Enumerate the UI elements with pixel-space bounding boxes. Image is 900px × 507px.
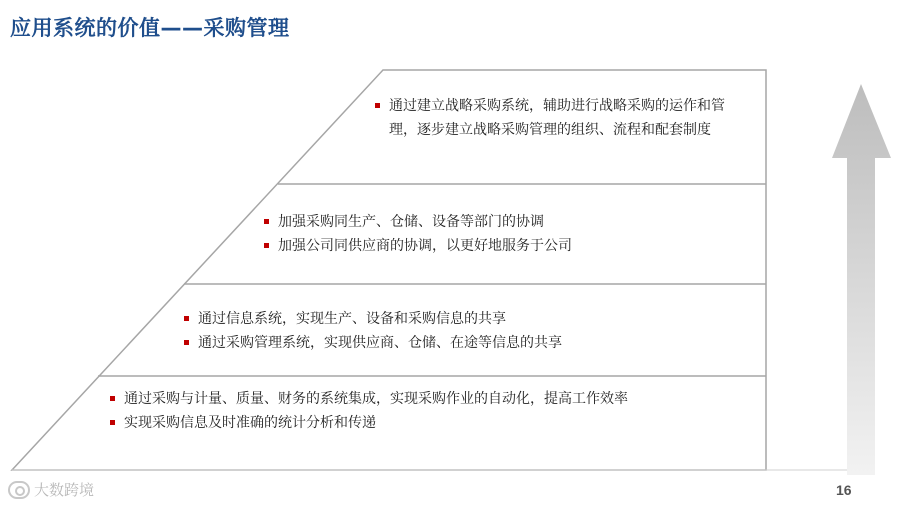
up-arrow-icon bbox=[832, 84, 891, 475]
watermark-logo-icon bbox=[8, 481, 30, 499]
tier-4-item-1: 通过采购与计量、质量、财务的系统集成，实现采购作业的自动化，提高工作效率 bbox=[110, 387, 760, 411]
tier-2-item-1: 加强采购同生产、仓储、设备等部门的协调 bbox=[264, 210, 754, 234]
tier-1-list bbox=[375, 94, 747, 142]
tier-4-list bbox=[110, 387, 760, 435]
tier-2-item-2: 加强公司同供应商的协调，以更好地服务于公司 bbox=[264, 234, 754, 258]
tier-2-list bbox=[264, 210, 754, 258]
watermark-text: 大数跨境 bbox=[34, 481, 95, 499]
tier-4-item-2: 实现采购信息及时准确的统计分析和传递 bbox=[110, 411, 760, 435]
tier-3-item-1: 通过信息系统，实现生产、设备和采购信息的共享 bbox=[184, 307, 754, 331]
page-title: 应用系统的价值——采购管理 bbox=[10, 16, 290, 40]
tier-1-item-1: 通过建立战略采购系统，辅助进行战略采购的运作和管理，逐步建立战略采购管理的组织、流程和配套制度 bbox=[375, 94, 747, 142]
page-number: 16 bbox=[836, 482, 852, 498]
watermark bbox=[8, 479, 94, 500]
tier-3-item-2: 通过采购管理系统，实现供应商、仓储、在途等信息的共享 bbox=[184, 331, 754, 355]
tier-3-list bbox=[184, 307, 754, 355]
